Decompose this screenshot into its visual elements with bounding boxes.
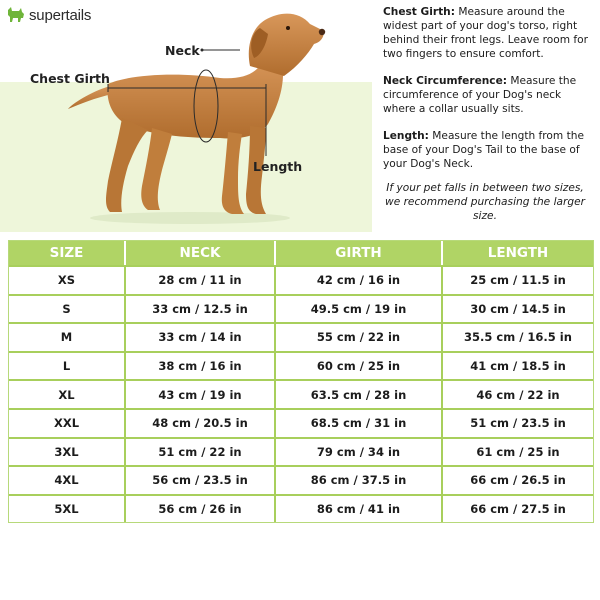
cell-size: XS (9, 265, 124, 294)
cell-length: 61 cm / 25 in (441, 437, 593, 466)
cell-size: 5XL (9, 494, 124, 523)
instruction-term: Neck Circumference: (383, 75, 508, 87)
table-row (9, 379, 593, 408)
table-row (9, 294, 593, 323)
length-label: Length (253, 159, 303, 174)
instruction-chest-girth (383, 5, 595, 61)
table-row (9, 465, 593, 494)
header-length: LENGTH (441, 241, 593, 265)
cell-length: 66 cm / 27.5 in (441, 494, 593, 523)
instruction-text: Measure the length from the base of your Dog's Tail to the base of your Dog's Neck. (383, 130, 584, 170)
cell-neck: 48 cm / 20.5 in (124, 408, 274, 437)
cell-length: 25 cm / 11.5 in (441, 265, 593, 294)
cell-neck: 56 cm / 26 in (124, 494, 274, 523)
chest-girth-label: Chest Girth (30, 71, 110, 86)
instruction-term: Length: (383, 130, 429, 142)
cell-size: L (9, 351, 124, 380)
cell-neck: 43 cm / 19 in (124, 379, 274, 408)
instruction-neck (383, 74, 595, 116)
cell-girth: 68.5 cm / 31 in (274, 408, 441, 437)
cell-girth: 60 cm / 25 in (274, 351, 441, 380)
dog-measurement-illustration (60, 6, 340, 226)
cell-neck: 38 cm / 16 in (124, 351, 274, 380)
table-row (9, 437, 593, 466)
header-neck: NECK (124, 241, 274, 265)
cell-neck: 33 cm / 12.5 in (124, 294, 274, 323)
cell-length: 30 cm / 14.5 in (441, 294, 593, 323)
cell-neck: 33 cm / 14 in (124, 322, 274, 351)
cell-length: 41 cm / 18.5 in (441, 351, 593, 380)
header-size: SIZE (9, 241, 124, 265)
table-row (9, 408, 593, 437)
cell-length: 46 cm / 22 in (441, 379, 593, 408)
cell-neck: 28 cm / 11 in (124, 265, 274, 294)
cell-size: S (9, 294, 124, 323)
instruction-text: Measure the circumference of your Dog's neck where a collar usually sits. (383, 75, 577, 115)
table-row (9, 265, 593, 294)
cell-length: 51 cm / 23.5 in (441, 408, 593, 437)
table-row (9, 322, 593, 351)
cell-girth: 86 cm / 37.5 in (274, 465, 441, 494)
cell-girth: 63.5 cm / 28 in (274, 379, 441, 408)
cell-girth: 49.5 cm / 19 in (274, 294, 441, 323)
cell-girth: 86 cm / 41 in (274, 494, 441, 523)
cell-girth: 79 cm / 34 in (274, 437, 441, 466)
cell-girth: 55 cm / 22 in (274, 322, 441, 351)
cell-size: M (9, 322, 124, 351)
table-row (9, 351, 593, 380)
cell-size: XL (9, 379, 124, 408)
table-row (9, 494, 593, 523)
cell-neck: 56 cm / 23.5 in (124, 465, 274, 494)
size-chart-table (8, 240, 594, 523)
header-girth: GIRTH (274, 241, 441, 265)
table-header-row (9, 241, 593, 265)
instruction-term: Chest Girth: (383, 6, 455, 18)
cell-neck: 51 cm / 22 in (124, 437, 274, 466)
cell-size: XXL (9, 408, 124, 437)
cell-length: 66 cm / 26.5 in (441, 465, 593, 494)
dog-logo-icon (6, 6, 26, 24)
brand-name: supertails (29, 6, 92, 24)
instruction-length (383, 129, 595, 171)
cell-size: 4XL (9, 465, 124, 494)
cell-length: 35.5 cm / 16.5 in (441, 322, 593, 351)
neck-label: Neck (165, 43, 200, 58)
sizing-note: If your pet falls in between two sizes, we recommend purchasing the larger size. (385, 182, 585, 222)
cell-size: 3XL (9, 437, 124, 466)
instruction-text: Measure around the widest part of your dog's torso, right behind their front legs. Leave room for two fingers to ensure comfort. (383, 6, 588, 60)
cell-girth: 42 cm / 16 in (274, 265, 441, 294)
